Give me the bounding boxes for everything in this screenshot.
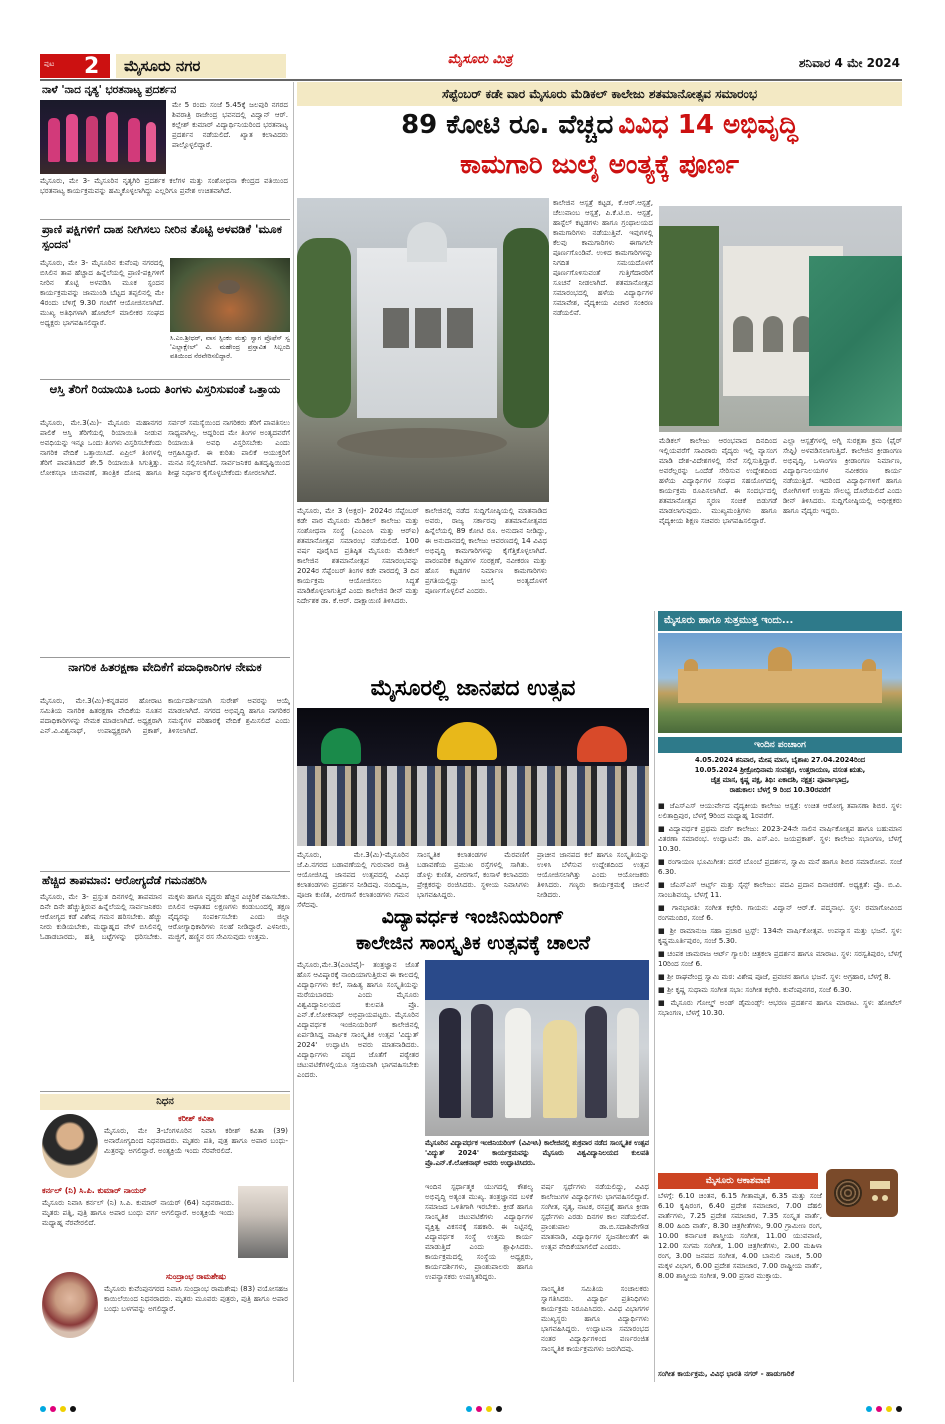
obituary-photo-1	[42, 1114, 98, 1178]
janapada-col2: ಸಾಂಸ್ಕೃತಿಕ ಕಲಾತಂಡಗಳ ಮೆರವಣಿಗೆ ಬಡಾವಣೆಯ ಪ್ರಮುಖ ರಸ್ತೆಗಳಲ್ಲಿ ಸಾಗಿತು. ಡೊಳ್ಳು ಕುಣಿತ, ವೀರಗಾಸೆ, ಕಂಸಾಳೆ ಕಲಾವಿದರು ಪ್ರೇಕ್ಷಕರನ್ನು ರಂಜಿಸಿದರು. ಸ್ಥಳೀಯ ನಿವಾಸಿಗಳು ಭಾಗವಹಿಸಿದ್ದರು.	[417, 850, 529, 899]
obituaries-section	[40, 1094, 290, 1384]
engineering-col3: ವರ್ಷ ಸ್ಪರ್ಧೆಗಳು ನಡೆಯಲಿದ್ದು, ವಿವಿಧ ಕಾಲೇಜುಗಳ ವಿದ್ಯಾರ್ಥಿಗಳು ಭಾಗವಹಿಸಲಿದ್ದಾರೆ. ಸಂಗೀತ, ನೃತ್ಯ, ನಾಟಕ, ರಸಪ್ರಶ್ನೆ ಹಾಗೂ ಕ್ರೀಡಾ ಸ್ಪರ್ಧೆಗಳು ಎರಡು ದಿನಗಳ ಕಾಲ ನಡೆಯಲಿವೆ. ಪ್ರಾಂಶುಪಾಲ ಡಾ.ಬಿ.ಸದಾಶಿವೇಗೌಡ ಮಾತನಾಡಿ, ವಿದ್ಯಾರ್ಥಿಗಳ ಸೃಜನಶೀಲತೆಗೆ ಈ ಉತ್ಸವ ವೇದಿಕೆಯಾಗಲಿದೆ ಎಂದರು.	[541, 1182, 649, 1251]
renovation-photo	[659, 206, 902, 432]
obituary-name-1: ಕರೀಶ್ ಕವಿತಾ	[178, 1114, 214, 1123]
events-list	[658, 801, 902, 1169]
medical-college-photo	[297, 198, 549, 502]
event-item: ■ ಶ್ರೀ ಕೃಷ್ಣ ಸುಧಾಮ ಸಂಗೀತ ಸಭಾ: ಸಂಗೀತ ಕಛೇರಿ. ಕುವೆಂಪುನಗರ, ಸಂಜೆ 6.30.	[658, 985, 852, 994]
lead-headline-black: 89 ಕೋಟಿ ರೂ. ವೆಚ್ಚದ	[401, 110, 614, 140]
story3-body: ಮೈಸೂರು, ಮೇ.3(ಮಿ)- ಮೈಸೂರು ಮಹಾನಗರ ಪಾಲಿಕೆ ಆಸ್ತಿ ತೆರಿಗೆಯಲ್ಲಿ ರಿಯಾಯಿತಿ ನೀಡುವ ಅವಧಿಯನ್ನು ಇನ್ನೂ ಒಂದು ತಿಂಗಳು ವಿಸ್ತರಿಸಬೇಕೆಂದು ನಾಗರಿಕ ವೇದಿಕೆ ಒತ್ತಾಯಿಸಿದೆ. ಏಪ್ರಿಲ್ ತಿಂಗಳಲ್ಲಿ ತೆರಿಗೆ ಪಾವತಿಸಿದರೆ ಶೇ.5 ರಿಯಾಯಿತಿ ಸಿಗುತ್ತಿತ್ತು. ಲೋಕಸಭಾ ಚುನಾವಣೆ, ತಾಂತ್ರಿಕ ದೋಷ ಹಾಗೂ ಸರ್ವರ್ ಸಮಸ್ಯೆಯಿಂದ ನಾಗರಿಕರು ತೆರಿಗೆ ಪಾವತಿಸಲು ಸಾಧ್ಯವಾಗಿಲ್ಲ. ಆದ್ದರಿಂದ ಮೇ ತಿಂಗಳ ಅಂತ್ಯದವರೆಗೆ ರಿಯಾಯಿತಿ ಅವಧಿ ವಿಸ್ತರಿಸಬೇಕು ಎಂದು ಆಗ್ರಹಿಸಿದ್ದಾರೆ. ಈ ಕುರಿತು ಪಾಲಿಕೆ ಆಯುಕ್ತರಿಗೆ ಮನವಿ ಸಲ್ಲಿಸಲಾಗಿದೆ. ಸಾರ್ವಜನಿಕರ ಹಿತದೃಷ್ಟಿಯಿಂದ ಶೀಘ್ರ ನಿರ್ಧಾರ ಕೈಗೊಳ್ಳಬೇಕೆಂದು ಕೋರಲಾಗಿದೆ.	[40, 418, 290, 477]
issue-date: ಶನಿವಾರ 4 ಮೇ 2024	[798, 56, 900, 70]
story1-headline: ನಾಳೆ 'ನಾದ ನೃತ್ಯ' ಭರತನಾಟ್ಯ ಪ್ರದರ್ಶನ	[42, 84, 177, 96]
lead-headline-line2: ಕಾಮಗಾರಿ ಜುಲೈ ಅಂತ್ಯಕ್ಕೆ ಪೂರ್ಣ	[460, 150, 739, 180]
lead-headline-line1	[297, 110, 902, 150]
engineering-col1: ಮೈಸೂರು,ಮೇ.3(ಎಂಟಿವೈ)- ತಂತ್ರಜ್ಞಾನ ಜೊತೆ ಹೊಸ ಆವಿಷ್ಕಾರಕ್ಕೆ ನಾಂದಿಯಾಗುತ್ತಿರುವ ಈ ಕಾಲದಲ್ಲಿ ವಿದ್ಯಾರ್ಥಿಗಳು ಕಲೆ, ಸಾಹಿತ್ಯ ಹಾಗೂ ಸಂಸ್ಕೃತಿಯನ್ನು ಮರೆಯಬಾರದು ಎಂದು ಮೈಸೂರು ವಿಶ್ವವಿದ್ಯಾನಿಲಯದ ಕುಲಪತಿ ಪ್ರೊ. ಎನ್.ಕೆ.ಲೋಕನಾಥ್ ಅಭಿಪ್ರಾಯಪಟ್ಟರು. ಮೈಸೂರಿನ ವಿದ್ಯಾವರ್ಧಕ ಇಂಜಿನಿಯರಿಂಗ್ ಕಾಲೇಜಿನಲ್ಲಿ ಏರ್ಪಡಿಸಿದ್ದ ವಾರ್ಷಿಕ ಸಾಂಸ್ಕೃತಿಕ ಉತ್ಸವ 'ವಿದ್ಯುತ್ 2024' ಉದ್ಘಾಟಿಸಿ ಅವರು ಮಾತನಾಡಿದರು. ವಿದ್ಯಾರ್ಥಿಗಳು ಪಠ್ಯದ ಜೊತೆಗೆ ಪಠ್ಯೇತರ ಚಟುವಟಿಕೆಗಳಲ್ಲಿಯೂ ಸಕ್ರಿಯವಾಗಿ ಭಾಗವಹಿಸಬೇಕು ಎಂದರು.	[297, 960, 419, 1079]
event-item: ■ ರಂಗಾಯಣ ಭೂಮಿಗೀತ: ದಸರೆ ಬೊಂಬೆ ಪ್ರದರ್ಶನ, ಸ್ವಾಮಿ ಮನೆ ಹಾಗೂ ಶಿಬಿರ ಸಮಾರೋಪ. ಸಂಜೆ 6.30.	[658, 857, 902, 876]
right-column	[658, 611, 902, 1382]
event-item: ■ ಮೈಸೂರು ಗೋಲ್ಡ್ ಅಂಡ್ ಡೈಮಂಡ್ಸ್: ಆಭರಣ ಪ್ರದರ್ಶನ ಹಾಗೂ ಮಾರಾಟ. ಸ್ಥಳ: ಹೋಟೆಲ್ ಸಭಾಂಗಣ, ಬೆಳಗ್ಗೆ 10.30.	[658, 998, 902, 1017]
engineering-headline-1: ವಿದ್ಯಾವರ್ಧಕ ಇಂಜಿನಿಯರಿಂಗ್	[381, 906, 565, 928]
mysore-palace-photo	[658, 633, 902, 733]
obituary-body-3: ಮೈಸೂರು ಕುವೆಂಪುನಗರದ ನಿವಾಸಿ ಸುಂದ್ರಾಂಭ ರಾಮಶೇಷು (83) ವಯೋಸಹಜ ಕಾಯಿಲೆಯಿಂದ ನಿಧನರಾದರು. ಮೃತರು ಮೂವರು ಪುತ್ರರು, ಪುತ್ರಿ ಹಾಗೂ ಅಪಾರ ಬಂಧು ಬಳಗವನ್ನು ಅಗಲಿದ್ದಾರೆ.	[104, 1284, 288, 1313]
obituary-body-1: ಮೈಸೂರು, ಮೇ 3-ಬೆಂಗಳೂರಿನ ನಿವಾಸಿ ಕರೀಶ್ ಕವಿತಾ (39) ಅನಾರೋಗ್ಯದಿಂದ ನಿಧನರಾದರು. ಮೃತರು ಪತಿ, ಪುತ್ರ ಹಾಗೂ ಅಪಾರ ಬಂಧು-ಮಿತ್ರರನ್ನು ಅಗಲಿದ್ದಾರೆ. ಅಂತ್ಯಕ್ರಿಯೆ ಇಂದು ನೆರವೇರಲಿದೆ.	[104, 1126, 288, 1155]
story3-headline: ಆಸ್ತಿ ತೆರಿಗೆ ರಿಯಾಯಿತಿ ಒಂದು ತಿಂಗಳು ವಿಸ್ತರಿಸುವಂತೆ ಒತ್ತಾಯ	[49, 382, 281, 396]
radio-icon	[826, 1169, 898, 1217]
obituary-photo-2	[238, 1186, 288, 1258]
engineering-headline-2: ಕಾಲೇಜಿನ ಸಾಂಸ್ಕೃತಿಕ ಉತ್ಸವಕ್ಕೆ ಚಾಲನೆ	[355, 932, 591, 954]
lead-story	[297, 82, 902, 670]
lead-kicker: ಸೆಪ್ಟೆಂಬರ್ ಕಡೇ ವಾರ ಮೈಸೂರು ಮೆಡಿಕಲ್ ಕಾಲೇಜು ಶತಮಾನೋತ್ಸವ ಸಮಾರಂಭ	[297, 82, 902, 106]
event-item: ■ ಶ್ರೀ ರಾಮಾನುಜ ಸಹಾ ಪ್ರಚಾರ ಟ್ರಸ್ಟ್: 134ನೇ ವಾರ್ಷಿಕೋತ್ಸವ. ಉಪನ್ಯಾಸ ಮತ್ತು ಭಜನೆ. ಸ್ಥಳ: ಕೃಷ್ಣಮೂರ್ತಿಪುರಂ, ಸಂಜೆ 5.30.	[658, 926, 902, 945]
obituary-name-3: ಸುಂದ್ರಾಂಭ ರಾಮಶೇಷು	[165, 1272, 227, 1281]
event-item: ■ ಗಾನಭಾರತಿ: ಸಂಗೀತ ಕಛೇರಿ. ಗಾಯನ: ವಿದ್ವಾನ್ ಆರ್.ಕೆ. ಪದ್ಮನಾಭ. ಸ್ಥಳ: ರಮಾಗೋವಿಂದ ರಂಗಮಂದಿರ, ಸಂಜೆ 6.	[658, 903, 902, 922]
engineering-caption: ಮೈಸೂರಿನ ವಿದ್ಯಾವರ್ಧಕ ಇಂಜಿನಿಯರಿಂಗ್ (ವಿವಿಇಸಿ) ಕಾಲೇಜಿನಲ್ಲಿ ಶುಕ್ರವಾರ ನಡೆದ ಸಾಂಸ್ಕೃತಿಕ ಉತ್ಸವ 'ವಿದ್ಯುತ್ 2024' ಕಾರ್ಯಕ್ರಮವನ್ನು ಮೈಸೂರು ವಿಶ್ವವಿದ್ಯಾನಿಲಯದ ಕುಲಪತಿ ಪ್ರೊ.ಎನ್.ಕೆ.ಲೋಕನಾಥ್ ಅವರು ಉದ್ಘಾಟಿಸಿದರು.	[425, 1139, 649, 1167]
panchanga-line-2: 10.05.2024 ಶ್ರೀಕ್ರೋಧಿನಾಮ ಸಂವತ್ಸರ, ಉತ್ತರಾಯಣ, ವಸಂತ ಋತು,	[694, 766, 866, 774]
page-number: 2	[84, 54, 100, 79]
lead-col2: ಕಾಲೇಜಿನಲ್ಲಿ ನಡೆದ ಸುದ್ದಿಗೋಷ್ಠಿಯಲ್ಲಿ ಮಾತನಾಡಿದ ಅವರು, ರಾಜ್ಯ ಸರ್ಕಾರವು ಶತಮಾನೋತ್ಸವದ ಹಿನ್ನೆಲೆಯಲ್ಲಿ 89 ಕೋಟಿ ರೂ. ಅನುದಾನ ನೀಡಿದ್ದು, ಈ ಅನುದಾನದಲ್ಲಿ ಕಾಲೇಜು ಆವರಣದಲ್ಲಿ 14 ವಿವಿಧ ಅಭಿವೃದ್ಧಿ ಕಾಮಗಾರಿಗಳನ್ನು ಕೈಗೆತ್ತಿಕೊಳ್ಳಲಾಗಿದೆ. ಪಾರಂಪರಿಕ ಕಟ್ಟಡಗಳ ಸಂರಕ್ಷಣೆ, ನವೀಕರಣ ಮತ್ತು ಹೊಸ ಕಟ್ಟಡಗಳ ನಿರ್ಮಾಣ ಕಾಮಗಾರಿಗಳು ಪ್ರಗತಿಯಲ್ಲಿದ್ದು ಜುಲೈ ಅಂತ್ಯದೊಳಗೆ ಪೂರ್ಣಗೊಳ್ಳಲಿವೆ ಎಂದರು.	[425, 506, 547, 595]
story5-body: ಮೈಸೂರು, ಮೇ 3- ಪ್ರಸ್ತುತ ದಿನಗಳಲ್ಲಿ ತಾಪಮಾನ ದಿನೇ ದಿನೇ ಹೆಚ್ಚುತ್ತಿರುವ ಹಿನ್ನೆಲೆಯಲ್ಲಿ ಸಾರ್ವಜನಿಕರು ಆರೋಗ್ಯದ ಕಡೆ ವಿಶೇಷ ಗಮನ ಹರಿಸಬೇಕು. ಹೆಚ್ಚು ನೀರು ಕುಡಿಯಬೇಕು, ಮಧ್ಯಾಹ್ನದ ವೇಳೆ ಬಿಸಿಲಿನಲ್ಲಿ ಓಡಾಡಬಾರದು, ಹತ್ತಿ ಬಟ್ಟೆಗಳನ್ನು ಧರಿಸಬೇಕು. ಮಕ್ಕಳು ಹಾಗೂ ವೃದ್ಧರು ಹೆಚ್ಚಿನ ಎಚ್ಚರಿಕೆ ವಹಿಸಬೇಕು. ಬಿಸಿಲಿನ ಆಘಾತದ ಲಕ್ಷಣಗಳು ಕಂಡುಬಂದಲ್ಲಿ ತಕ್ಷಣ ವೈದ್ಯರನ್ನು ಸಂಪರ್ಕಿಸಬೇಕು ಎಂದು ಜಿಲ್ಲಾ ಆರೋಗ್ಯಾಧಿಕಾರಿಗಳು ಸಲಹೆ ನೀಡಿದ್ದಾರೆ. ಎಳನೀರು, ಮಜ್ಜಿಗೆ, ಹಣ್ಣಿನ ರಸ ಸೇವಿಸುವುದು ಉತ್ತಮ.	[40, 892, 290, 941]
engineering-col4: ಸಾಂಸ್ಕೃತಿಕ ಸಮಿತಿಯ ಸಂಚಾಲಕರು ಸ್ವಾಗತಿಸಿದರು. ವಿದ್ಯಾರ್ಥಿ ಪ್ರತಿನಿಧಿಗಳು ಕಾರ್ಯಕ್ರಮ ನಿರೂಪಿಸಿದರು. ವಿವಿಧ ವಿಭಾಗಗಳ ಮುಖ್ಯಸ್ಥರು ಹಾಗೂ ವಿದ್ಯಾರ್ಥಿಗಳು ಭಾಗವಹಿಸಿದ್ದರು. ಉದ್ಘಾಟನಾ ಸಮಾರಂಭದ ನಂತರ ವಿದ್ಯಾರ್ಥಿಗಳಿಂದ ವರ್ಣರಂಜಿತ ಸಾಂಸ್ಕೃತಿಕ ಕಾರ್ಯಕ್ರಮಗಳು ಜರುಗಿದವು.	[541, 1284, 649, 1353]
section-label: ಮೈಸೂರು ನಗರ	[116, 54, 286, 78]
obituary-photo-3	[42, 1272, 98, 1338]
registration-marks	[40, 1404, 902, 1414]
story2-body: ಮೈಸೂರು, ಮೇ 3- ಮೈಸೂರಿನ ಕುವೆಂಪು ನಗರದಲ್ಲಿ ಬಿಸಿಲಿನ ತಾಪ ಹೆಚ್ಚಾದ ಹಿನ್ನೆಲೆಯಲ್ಲಿ ಪ್ರಾಣಿ-ಪಕ್ಷಿಗಳಿಗೆ ನೀರಿನ ತೊಟ್ಟಿ ಅಳವಡಿಸಿ ಮೂಕ ಸ್ಪಂದನ ಕಾರ್ಯಕ್ರಮವನ್ನು ಜಾಮುಂಡಿ ಬೆಟ್ಟದ ತಪ್ಪಲಿನಲ್ಲಿ ಮೇ 4ರಂದು ಬೆಳಿಗ್ಗೆ 9.30 ಗಂಟೆಗೆ ಆಯೋಜಿಸಲಾಗಿದೆ. ಮುಖ್ಯ ಅತಿಥಿಗಳಾಗಿ ಹೋಟೆಲ್ ಮಾಲೀಕರ ಸಂಘದ ಅಧ್ಯಕ್ಷರು ಭಾಗವಹಿಸಲಿದ್ದಾರೆ.	[40, 258, 164, 327]
panchanga-line-4: ರಾಹುಕಾಲ: ಬೆಳಗ್ಗೆ 9 ರಿಂದ 10.30ರವರೆಗೆ	[729, 786, 831, 794]
story4-body: ಮೈಸೂರು, ಮೇ.3(ಮಿ)-ಕನ್ನಡಪರ ಹೋರಾಟ ಸಮಿತಿಯ ನಾಗರಿಕ ಹಿತರಕ್ಷಣಾ ವೇದಿಕೆಯ ನೂತನ ಪದಾಧಿಕಾರಿಗಳನ್ನು ನೇಮಕ ಮಾಡಲಾಗಿದೆ. ಅಧ್ಯಕ್ಷರಾಗಿ ಎನ್.ವಿ.ವಿಶ್ವನಾಥ್, ಉಪಾಧ್ಯಕ್ಷರಾಗಿ ಪ್ರಕಾಶ್, ಕಾರ್ಯದರ್ಶಿಯಾಗಿ ಸುರೇಶ್ ಅವರನ್ನು ಆಯ್ಕೆ ಮಾಡಲಾಗಿದೆ. ನಗರದ ಅಭಿವೃದ್ಧಿ ಹಾಗೂ ನಾಗರಿಕರ ಸಮಸ್ಯೆಗಳ ಪರಿಹಾರಕ್ಕೆ ವೇದಿಕೆ ಶ್ರಮಿಸಲಿದೆ ಎಂದು ತಿಳಿಸಲಾಗಿದೆ.	[40, 696, 290, 735]
janapada-headline: ಮೈಸೂರಲ್ಲಿ ಜಾನಪದ ಉತ್ಸವ	[370, 676, 576, 701]
janapada-story	[297, 672, 649, 909]
lead-col4: ಮೆಡಿಕಲ್ ಕಾಲೇಜು ಆರಂಭವಾದ ದಿನದಿಂದ ಇಲ್ಲಿಯವರೆಗೆ ಸಾವಿರಾರು ವೈದ್ಯರು ಇಲ್ಲಿ ವ್ಯಾಸಂಗ ಮಾಡಿ ದೇಶ-ವಿದೇಶಗಳಲ್ಲಿ ಸೇವೆ ಸಲ್ಲಿಸುತ್ತಿದ್ದಾರೆ. ಅವರೆಲ್ಲರನ್ನು ಒಂದೆಡೆ ಸೇರಿಸುವ ಉದ್ದೇಶದಿಂದ ಹಳೆಯ ವಿದ್ಯಾರ್ಥಿಗಳ ಸಂಘದ ಸಹಯೋಗದಲ್ಲಿ ಕಾರ್ಯಕ್ರಮ ರೂಪಿಸಲಾಗಿದೆ. ಈ ಸಂದರ್ಭದಲ್ಲಿ ಶತಮಾನೋತ್ಸವ ಸ್ಮರಣ ಸಂಚಿಕೆ ಬಿಡುಗಡೆ ಮಾಡಲಾಗುವುದು. ಮುಖ್ಯಮಂತ್ರಿಗಳು ಹಾಗೂ ವೈದ್ಯಕೀಯ ಶಿಕ್ಷಣ ಸಚಿವರು ಭಾಗವಹಿಸಲಿದ್ದಾರೆ.	[659, 436, 777, 525]
lead-col5: ಎಲ್ಲಾ ಆಸ್ಪತ್ರೆಗಳಲ್ಲಿ ಅಗ್ನಿ ಸುರಕ್ಷತಾ ಕ್ರಮ (ಫೈರ್ ಸೇಫ್ಟಿ) ಅಳವಡಿಸಲಾಗುತ್ತಿದೆ. ಕಾಲೇಜಿನ ಕ್ರೀಡಾಂಗಣ ಅಭಿವೃದ್ಧಿ, ಒಳಾಂಗಣ ಕ್ರೀಡಾಂಗಣ ನಿರ್ಮಾಣ, ವಿದ್ಯಾರ್ಥಿನಿಲಯಗಳ ನವೀಕರಣ ಕಾರ್ಯ ನಡೆಯುತ್ತಿದೆ. ಇದರಿಂದ ವಿದ್ಯಾರ್ಥಿಗಳಿಗೆ ಹಾಗೂ ರೋಗಿಗಳಿಗೆ ಉತ್ತಮ ಸೌಲಭ್ಯ ದೊರೆಯಲಿದೆ ಎಂದು ಡೀನ್ ತಿಳಿಸಿದರು. ಸುದ್ದಿಗೋಷ್ಠಿಯಲ್ಲಿ ಅಧೀಕ್ಷಕರು ಹಾಗೂ ವೈದ್ಯರು ಇದ್ದರು.	[783, 436, 902, 515]
obituary-name-2: ಕರ್ನಲ್ (ನಿ) ಸಿ.ಪಿ. ಕುಮಾರ್ ನಾಯರ್	[42, 1186, 147, 1195]
engineering-story	[297, 904, 649, 1382]
radio-title: ಮೈಸೂರು ಆಕಾಶವಾಣಿ	[658, 1173, 818, 1189]
event-item: ■ ಜೆಎಸ್‌ಎಸ್ ಆಯುರ್ವೇದ ವೈದ್ಯಕೀಯ ಕಾಲೇಜು ಆಸ್ಪತ್ರೆ: ಉಚಿತ ಆರೋಗ್ಯ ತಪಾಸಣಾ ಶಿಬಿರ. ಸ್ಥಳ: ಲಲಿತಾದ್ರಿಪುರ, ಬೆಳಗ್ಗೆ 9ರಿಂದ ಮಧ್ಯಾಹ್ನ 1ರವರೆಗೆ.	[658, 801, 902, 820]
left-column	[40, 82, 290, 1384]
event-item: ■ ವಿದ್ಯಾವರ್ಧಕ ಪ್ರಥಮ ದರ್ಜೆ ಕಾಲೇಜು: 2023-24ನೇ ಸಾಲಿನ ವಾರ್ಷಿಕೋತ್ಸವ ಹಾಗೂ ಬಹುಮಾನ ವಿತರಣಾ ಸಮಾರಂಭ. ಉದ್ಘಾಟನೆ: ಡಾ. ಎಸ್.ಎಂ. ಜಯಪ್ರಕಾಶ್. ಸ್ಥಳ: ಕಾಲೇಜು ಸಭಾಂಗಣ, ಬೆಳಗ್ಗೆ 10.30.	[658, 824, 902, 853]
page-label: ಪುಟ	[44, 60, 55, 68]
masthead-rule	[40, 79, 902, 81]
janapada-col1: ಮೈಸೂರು, ಮೇ.3(ಮಿ)-ಮೈಸೂರಿನ ಜೆ.ಪಿ.ನಗರದ ಬಡಾವಣೆಯಲ್ಲಿ ಗುರುವಾರ ರಾತ್ರಿ ಆಯೋಜಿಸಿದ್ದ ಜಾನಪದ ಉತ್ಸವದಲ್ಲಿ ವಿವಿಧ ಕಲಾತಂಡಗಳು ಪ್ರದರ್ಶನ ನೀಡಿದವು. ನಂದಿಧ್ವಜ, ಪೂಜಾ ಕುಣಿತ, ವೀರಗಾಸೆ ಕಲಾತಂಡಗಳು ಗಮನ ಸೆಳೆದವು.	[297, 850, 409, 909]
bird-water-photo	[170, 258, 290, 332]
story2-caption: ಸಿ.ಎಂ.ಶ್ರೀಧರ್, ವಾಸ ಸ್ಪಿಂಕಂ ಮತ್ತು ಸ್ವಾಗ ಪ್ರೊಫೆಸ್ ಸ್ವ 'ಎಲ್ಲಾಕ್ಷೇಲ್' ವಿ. ಮಹೇಂದ್ರ ಪ್ರಸ್ತಾವಿತ ಸಿಬ್ಬಂದಿ ವತಿಯಿಂದ ನೆರವೇರಿಸಲಿದ್ದಾರೆ.	[170, 334, 290, 360]
page-number-badge	[40, 54, 110, 78]
obituary-body-2: ಮೈಸೂರು ನಿವಾಸಿ ಕರ್ನಲ್ (ನಿ) ಸಿ.ಪಿ. ಕುಮಾರ್ ನಾಯರ್ (64) ನಿಧನರಾದರು. ಮೃತರು ಪತ್ನಿ, ಪುತ್ರಿ ಹಾಗೂ ಅಪಾರ ಬಂಧು ವರ್ಗ ಅಗಲಿದ್ದಾರೆ. ಅಂತ್ಯಕ್ರಿಯೆ ಇಂದು ಮಧ್ಯಾಹ್ನ ನೆರವೇರಲಿದೆ.	[42, 1198, 234, 1227]
lead-col3: ಕಾಲೇಜಿನ ಆಸ್ಪತ್ರೆ ಕಟ್ಟಡ, ಕೆ.ಆರ್.ಆಸ್ಪತ್ರೆ, ಚೆಲುವಾಂಬ ಆಸ್ಪತ್ರೆ, ಪಿ.ಕೆ.ಟಿ.ಬಿ. ಆಸ್ಪತ್ರೆ, ಹಾಸ್ಟೆಲ್ ಕಟ್ಟಡಗಳು ಹಾಗೂ ಗ್ರಂಥಾಲಯದ ಕಾಮಗಾರಿಗಳು ನಡೆಯುತ್ತಿವೆ. ಇವುಗಳಲ್ಲಿ ಕೆಲವು ಕಾಮಗಾರಿಗಳು ಈಗಾಗಲೇ ಪೂರ್ಣಗೊಂಡಿವೆ. ಉಳಿದ ಕಾಮಗಾರಿಗಳನ್ನು ನಿಗದಿತ ಸಮಯದೊಳಗೆ ಪೂರ್ಣಗೊಳಿಸುವಂತೆ ಗುತ್ತಿಗೆದಾರರಿಗೆ ಸೂಚನೆ ನೀಡಲಾಗಿದೆ. ಶತಮಾನೋತ್ಸವ ಸಮಾರಂಭದಲ್ಲಿ ಹಳೆಯ ವಿದ್ಯಾರ್ಥಿಗಳ ಸಮಾವೇಶ, ವೈದ್ಯಕೀಯ ವಿಚಾರ ಸಂಕಿರಣ ನಡೆಯಲಿವೆ.	[553, 198, 653, 317]
story2-headline: ಪ್ರಾಣಿ ಪಕ್ಷಿಗಳಿಗೆ ದಾಹ ನೀಗಿಸಲು ನೀರಿನ ತೊಟ್ಟಿ ಅಳವಡಿಕೆ 'ಮೂಕ ಸ್ಪಂದನ'	[42, 222, 282, 251]
panchanga-title: ಇಂದಿನ ಪಂಚಾಂಗ	[658, 737, 902, 753]
event-item: ■ ಜೆಎಸ್‌ಎಸ್ ಆರ್ಟ್ಸ್ ಮತ್ತು ಸೈನ್ಸ್ ಕಾಲೇಜು: ಪದವಿ ಪ್ರದಾನ ದಿನಾಚರಣೆ. ಅಧ್ಯಕ್ಷತೆ: ಪ್ರೊ. ಬಿ.ವಿ. ಸಾಂಬಶಿವಯ್ಯ. ಬೆಳಗ್ಗೆ 11.	[658, 880, 902, 899]
today-title: ಮೈಸೂರು ಹಾಗೂ ಸುತ್ತಮುತ್ತ ಇಂದು...	[658, 611, 902, 631]
event-item: ■ ಚಂಪಕ ಚಾಮರಾಜ ಆರ್ಟ್ ಗ್ಯಾಲರಿ: ಚಿತ್ರಕಲಾ ಪ್ರದರ್ಶನ ಹಾಗೂ ಮಾರಾಟ. ಸ್ಥಳ: ಸರಸ್ವತಿಪುರಂ, ಬೆಳಗ್ಗೆ 10ರಿಂದ ಸಂಜೆ 6.	[658, 949, 902, 968]
story5-headline: ಹೆಚ್ಚಿದ ತಾಪಮಾನ: ಆರೋಗ್ಯದೆಡೆ ಗಮನಹರಿಸಿ	[42, 874, 207, 887]
radio-tail: ಸಂಗೀತ ಕಾರ್ಯಕ್ರಮ, ವಿವಿಧ ಭಾರತಿ ನಗರ್ - ಹಾಡುಗಾರಿಕೆ	[658, 1369, 795, 1378]
masthead	[0, 0, 945, 80]
story1-body-bottom: ಮೈಸೂರು, ಮೇ 3- ಮೈಸೂರಿನ ನೃತ್ಯಗಿರಿ ಪ್ರದರ್ಶಕ ಕಲೆಗಳ ಮತ್ತು ಸಂಶೋಧನಾ ಕೇಂದ್ರದ ವತಿಯಿಂದ ಭರತನಾಟ್ಯ ಕಾರ್ಯಕ್ರಮವನ್ನು ಹಮ್ಮಿಕೊಳ್ಳಲಾಗಿದ್ದು ಎಲ್ಲರಿಗೂ ಪ್ರವೇಶ ಉಚಿತವಾಗಿದೆ.	[40, 176, 288, 195]
engineering-event-photo	[425, 960, 649, 1136]
story4-headline: ನಾಗರಿಕ ಹಿತರಕ್ಷಣಾ ವೇದಿಕೆಗೆ ಪದಾಧಿಕಾರಿಗಳ ನೇಮಕ	[68, 660, 262, 674]
dance-photo	[40, 100, 166, 174]
lead-col1: ಮೈಸೂರು, ಮೇ 3 (ಅಕ್ಷರ)- 2024ರ ಸೆಪ್ಟೆಂಬರ್ ಕಡೇ ವಾರ ಮೈಸೂರು ಮೆಡಿಕಲ್ ಕಾಲೇಜು ಮತ್ತು ಸಂಶೋಧನಾ ಸಂಸ್ಥೆ (ಎಂಎಂಸಿ ಮತ್ತು ಆರ್‌ಐ) ಶತಮಾನೋತ್ಸವ ಸಮಾರಂಭ ನಡೆಯಲಿದೆ. 100 ವರ್ಷ ಪೂರೈಸಿದ ಪ್ರತಿಷ್ಠಿತ ಮೈಸೂರು ಮೆಡಿಕಲ್ ಕಾಲೇಜಿನ ಶತಮಾನೋತ್ಸವ ಸಮಾರಂಭವನ್ನು 2024ರ ಸೆಪ್ಟೆಂಬರ್ ತಿಂಗಳ ಕಡೇ ವಾರದಲ್ಲಿ 3 ದಿನ ಕಾರ್ಯಕ್ರಮ ಆಯೋಜಿಸಲು ಸಿದ್ಧತೆ ಮಾಡಿಕೊಳ್ಳಲಾಗುತ್ತಿದೆ ಎಂದು ಕಾಲೇಜಿನ ಡೀನ್ ಮತ್ತು ನಿರ್ದೇಶಕ ಡಾ. ಕೆ.ಆರ್. ದಾಕ್ಷಾಯಿಣಿ ತಿಳಿಸಿದರು.	[297, 506, 419, 605]
radio-body: ಬೆಳಗ್ಗೆ: 6.10 ಚಿಂತನ, 6.15 ಗೀತಾಮೃತ, 6.35 ಮತ್ತು ಸಂಜೆ 6.10 ಕೃಷಿರಂಗ, 6.40 ಪ್ರದೇಶ ಸಮಾಚಾರ, 7.00 ದೆಹಲಿ ವಾರ್ತೆಗಳು, 7.25 ಪ್ರದೇಶ ಸಮಾಚಾರ, 7.35 ಸಂಸ್ಕೃತ ವಾರ್ತೆ, 8.00 ಹಿಂದಿ ವಾರ್ತೆ, 8.30 ಚಿತ್ರಗೀತೆಗಳು, 9.00 ಗ್ರಾಮೀಣ ರಂಗ, 10.00 ಕರ್ನಾಟಕ ಶಾಸ್ತ್ರೀಯ ಸಂಗೀತ, 11.00 ಯುವವಾಣಿ, 12.00 ಸುಗಮ ಸಂಗೀತ, 1.00 ಚಿತ್ರಗೀತೆಗಳು, 2.00 ಮಹಿಳಾ ರಂಗ, 3.00 ಜನಪದ ಸಂಗೀತ, 4.00 ಬಾನುಲಿ ನಾಟಕ, 5.00 ಮಕ್ಕಳ ವಿಭಾಗ, 6.00 ಪ್ರದೇಶ ಸಮಾಚಾರ, 7.00 ರಾಷ್ಟ್ರೀಯ ವಾರ್ತೆ, 8.00 ಶಾಸ್ತ್ರೀಯ ಸಂಗೀತ, 9.00 ಪ್ರಸಾರ ಮುಕ್ತಾಯ.	[658, 1191, 822, 1280]
engineering-col2: ಇಂದಿನ ಸ್ಪರ್ಧಾತ್ಮಕ ಯುಗದಲ್ಲಿ ಕೌಶಲ್ಯ ಅಭಿವೃದ್ಧಿ ಅತ್ಯಂತ ಮುಖ್ಯ. ತಂತ್ರಜ್ಞಾನದ ಬಳಕೆ ಸಮಾಜದ ಒಳಿತಿಗಾಗಿ ಇರಬೇಕು. ಕ್ರೀಡೆ ಹಾಗೂ ಸಾಂಸ್ಕೃತಿಕ ಚಟುವಟಿಕೆಗಳು ವಿದ್ಯಾರ್ಥಿಗಳ ವ್ಯಕ್ತಿತ್ವ ವಿಕಸನಕ್ಕೆ ಸಹಕಾರಿ. ಈ ನಿಟ್ಟಿನಲ್ಲಿ ವಿದ್ಯಾವರ್ಧಕ ಸಂಸ್ಥೆ ಉತ್ತಮ ಕಾರ್ಯ ಮಾಡುತ್ತಿದೆ ಎಂದು ಶ್ಲಾಘಿಸಿದರು. ಕಾರ್ಯಕ್ರಮದಲ್ಲಿ ಸಂಸ್ಥೆಯ ಅಧ್ಯಕ್ಷರು, ಕಾರ್ಯದರ್ಶಿಗಳು, ಪ್ರಾಂಶುಪಾಲರು ಹಾಗೂ ಉಪನ್ಯಾಸಕರು ಉಪಸ್ಥಿತರಿದ್ದರು.	[425, 1182, 533, 1281]
obituaries-title: ನಿಧನ	[40, 1094, 290, 1110]
panchanga-line-1: 4.05.2024 ಶನಿವಾರ, ಮೇಷ ಮಾಸ, ಬೈಶಾಖ 27.04.2024ರಿಂದ	[694, 756, 866, 764]
event-item: ■ ಶ್ರೀ ರಾಘವೇಂದ್ರ ಸ್ವಾಮಿ ಮಠ: ವಿಶೇಷ ಪೂಜೆ, ಪ್ರವಚನ ಹಾಗೂ ಭಜನೆ. ಸ್ಥಳ: ಅಗ್ರಹಾರ, ಬೆಳಗ್ಗೆ 8.	[658, 972, 891, 981]
janapada-col3: ಪ್ರಾಚೀನ ಜಾನಪದ ಕಲೆ ಹಾಗೂ ಸಂಸ್ಕೃತಿಯನ್ನು ಉಳಿಸಿ ಬೆಳೆಸುವ ಉದ್ದೇಶದಿಂದ ಉತ್ಸವ ಆಯೋಜಿಸಲಾಗಿತ್ತು ಎಂದು ಆಯೋಜಕರು ತಿಳಿಸಿದರು. ಗಣ್ಯರು ಕಾರ್ಯಕ್ರಮಕ್ಕೆ ಚಾಲನೆ ನೀಡಿದರು.	[537, 850, 649, 899]
panchanga-box	[658, 753, 902, 799]
paper-name: ಮೈಸೂರು ಮಿತ್ರ	[447, 52, 513, 67]
story1-body-top: ಮೇ 5 ರಂದು ಸಂಜೆ 5.45ಕ್ಕೆ ಜಲಪುರಿ ನಗರದ ಶಿವರಾತ್ರಿ ರಾಜೇಂದ್ರ ಭವನದಲ್ಲಿ ವಿದ್ವಾನ್ ಆರ್. ಕಲ್ಲೇಶ್ ಕುಮಾರ್ ವಿದ್ಯಾರ್ಥಿನಿಯರಿಂದ ಭರತನಾಟ್ಯ ಪ್ರದರ್ಶನ ನಡೆಯಲಿದೆ. ಖ್ಯಾತ ಕಲಾವಿದರು ಪಾಲ್ಗೊಳ್ಳಲಿದ್ದಾರೆ.	[172, 100, 288, 149]
panchanga-line-3: ಚೈತ್ರ ಮಾಸ, ಕೃಷ್ಣ ಪಕ್ಷ, ತಿಥಿ: ಏಕಾದಶಿ, ನಕ್ಷತ್ರ: ಪೂರ್ವಾಭಾದ್ರ,	[710, 776, 850, 784]
lead-headline-red1: ವಿವಿಧ 14 ಅಭಿವೃದ್ಧಿ	[618, 110, 798, 140]
janapada-group-photo	[297, 708, 649, 846]
